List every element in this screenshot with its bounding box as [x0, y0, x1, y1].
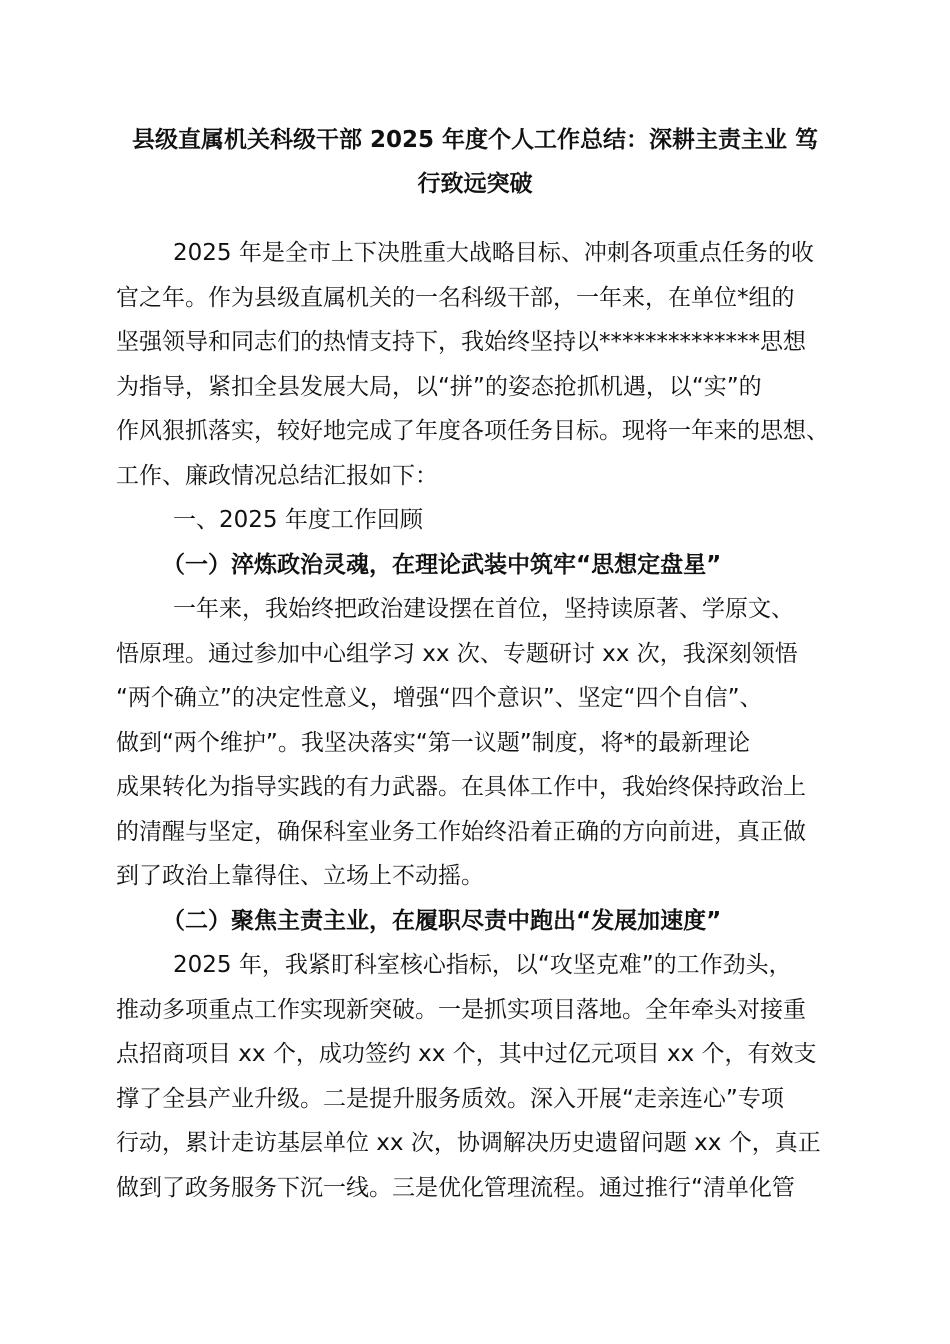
section-heading: 一、2025 年度工作回顾 [173, 507, 423, 533]
paragraph-line: 成果转化为指导实践的有力武器。在具体工作中，我始终保持政治上 [116, 774, 806, 800]
paragraph-line: 撑了全县产业升级。二是提升服务质效。深入开展“走亲连心”专项 [116, 1086, 784, 1112]
paragraph-line: 工作、廉政情况总结汇报如下： [116, 463, 438, 489]
document-title-line-2: 行致远突破 [417, 171, 533, 197]
paragraph-line: 2025 年是全市上下决胜重大战略目标、冲刺各项重点任务的收 [173, 240, 814, 266]
subsection-heading: （一）淬炼政治灵魂，在理论武装中筑牢“思想定盘星” [162, 552, 722, 578]
paragraph-line: 一年来，我始终把政治建设摆在首位，坚持读原著、学原文、 [173, 596, 794, 622]
paragraph-line: 做到“两个维护”。我坚决落实“第一议题”制度，将*的最新理论 [116, 730, 751, 756]
paragraph-line: “两个确立”的决定性意义，增强“四个意识”、坚定“四个自信”、 [116, 685, 763, 711]
paragraph-line: 官之年。作为县级直属机关的一名科级干部，一年来，在单位*组的 [116, 285, 795, 311]
paragraph-line: 为指导，紧扣全县发展大局，以“拼”的姿态抢抓机遇，以“实”的 [116, 374, 762, 400]
paragraph-line: 行动，累计走访基层单位 xx 次，协调解决历史遗留问题 xx 个，真正 [116, 1130, 821, 1156]
document-title-line-1: 县级直属机关科级干部 2025 年度个人工作总结：深耕主责主业 笃 [131, 127, 819, 153]
paragraph-line: 的清醒与坚定，确保科室业务工作始终沿着正确的方向前进，真正做 [116, 819, 806, 845]
paragraph-line: 到了政治上靠得住、立场上不动摇。 [116, 863, 484, 889]
paragraph-line: 推动多项重点工作实现新突破。一是抓实项目落地。全年牵头对接重 [116, 997, 806, 1023]
paragraph-line: 悟原理。通过参加中心组学习 xx 次、专题研讨 xx 次，我深刻领悟 [116, 641, 798, 667]
paragraph-line: 坚强领导和同志们的热情支持下，我始终坚持以**************思想 [116, 329, 806, 355]
subsection-heading: （二）聚焦主责主业，在履职尽责中跑出“发展加速度” [162, 908, 722, 934]
paragraph-line: 做到了政务服务下沉一线。三是优化管理流程。通过推行“清单化管 [116, 1175, 795, 1201]
paragraph-line: 2025 年，我紧盯科室核心指标，以“攻坚克难”的工作劲头， [173, 952, 792, 978]
paragraph-line: 点招商项目 xx 个，成功签约 xx 个，其中过亿元项目 xx 个，有效支 [116, 1041, 817, 1067]
paragraph-line: 作风狠抓落实，较好地完成了年度各项任务目标。现将一年来的思想、 [116, 418, 829, 444]
